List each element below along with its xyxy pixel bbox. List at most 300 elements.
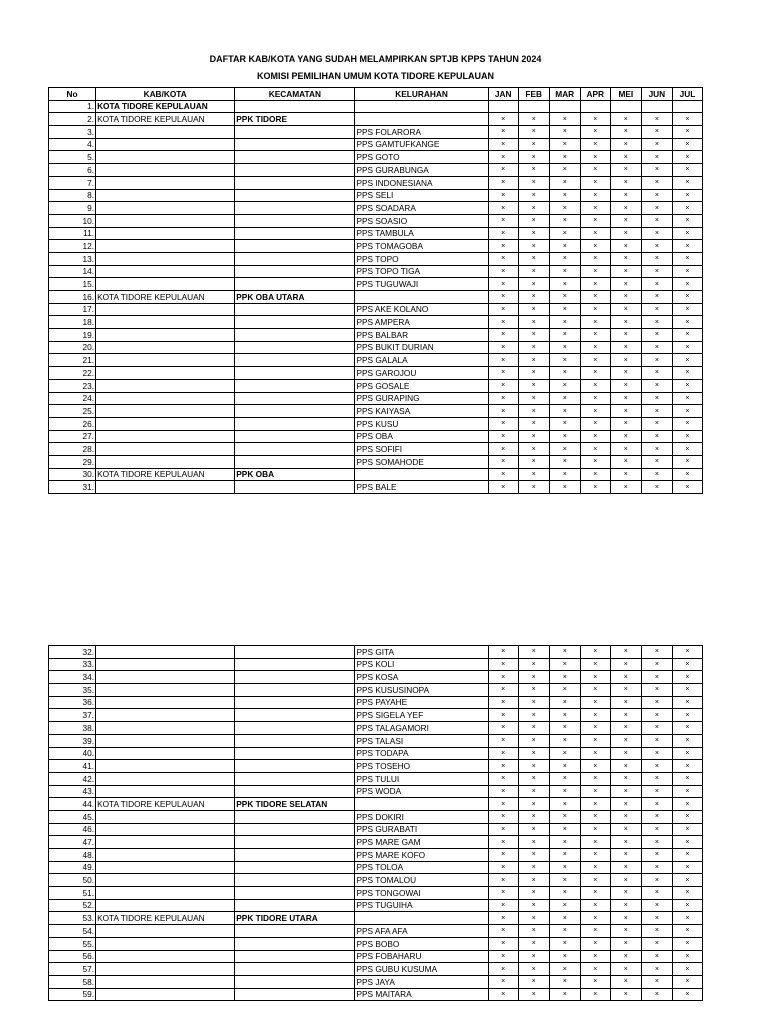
row-number: 54. [49, 925, 96, 938]
sptjb-table-page-1 [48, 87, 703, 494]
month-mark-cell: × [580, 963, 610, 976]
month-mark-cell: × [488, 113, 518, 126]
kecamatan-cell [235, 405, 355, 418]
kelurahan-cell: PPS TOLOA [355, 861, 488, 874]
kelurahan-cell: PPS AFA AFA [355, 925, 488, 938]
month-mark-cell: × [488, 455, 518, 468]
kab-kota-cell [96, 760, 235, 773]
month-mark-cell: × [549, 722, 580, 735]
row-number: 35. [49, 684, 96, 697]
header-no: No [49, 88, 96, 101]
month-mark-cell: × [672, 810, 702, 823]
row-number: 19. [49, 329, 96, 342]
month-mark-cell: × [488, 874, 518, 887]
kecamatan-cell [235, 874, 355, 887]
month-mark-cell: × [672, 696, 702, 709]
row-number: 13. [49, 252, 96, 265]
month-mark-cell: × [580, 887, 610, 900]
table-row [49, 772, 703, 785]
kecamatan-cell [235, 823, 355, 836]
month-mark-cell: × [672, 658, 702, 671]
month-mark-cell: × [549, 164, 580, 177]
month-mark-cell: × [672, 265, 702, 278]
month-mark-cell: × [641, 189, 672, 202]
month-mark-cell: × [580, 772, 610, 785]
kab-kota-cell [96, 937, 235, 950]
month-mark-cell: × [488, 481, 518, 494]
month-mark-cell: × [580, 912, 610, 925]
month-mark-cell: × [549, 734, 580, 747]
month-mark-cell: × [518, 658, 549, 671]
month-mark-cell: × [610, 455, 641, 468]
row-number: 28. [49, 443, 96, 456]
month-mark-cell: × [610, 392, 641, 405]
kelurahan-cell: PPS MAITARA [355, 988, 488, 1001]
month-mark-cell: × [488, 417, 518, 430]
month-mark-cell: × [672, 950, 702, 963]
kelurahan-cell: PPS MARE GAM [355, 836, 488, 849]
header-mar: MAR [549, 88, 580, 101]
month-mark-cell: × [580, 950, 610, 963]
kelurahan-cell: PPS BALBAR [355, 329, 488, 342]
kelurahan-cell: PPS KAIYASA [355, 405, 488, 418]
month-mark-cell: × [580, 354, 610, 367]
table-row [49, 278, 703, 291]
month-mark-cell: × [580, 405, 610, 418]
kecamatan-cell [235, 100, 355, 113]
month-mark-cell: × [672, 417, 702, 430]
month-mark-cell: × [518, 138, 549, 151]
row-number: 48. [49, 849, 96, 862]
month-mark-cell: × [518, 899, 549, 912]
month-mark-cell: × [672, 329, 702, 342]
month-mark-cell: × [580, 240, 610, 253]
kecamatan-cell [235, 367, 355, 380]
kecamatan-cell [235, 709, 355, 722]
kab-kota-cell: KOTA TIDORE KEPULAUAN [96, 468, 235, 481]
kab-kota-cell [96, 367, 235, 380]
month-mark-cell: × [549, 126, 580, 139]
row-number: 56. [49, 950, 96, 963]
month-mark-cell: × [610, 481, 641, 494]
month-mark-cell: × [580, 899, 610, 912]
month-mark-cell: × [488, 202, 518, 215]
table-row [49, 455, 703, 468]
month-mark-cell: × [518, 303, 549, 316]
month-mark-cell: × [518, 481, 549, 494]
month-mark-cell: × [518, 227, 549, 240]
month-mark-cell: × [518, 887, 549, 900]
month-mark-cell: × [672, 252, 702, 265]
month-mark-cell: × [488, 950, 518, 963]
month-mark-cell: × [610, 443, 641, 456]
month-mark-cell: × [488, 887, 518, 900]
month-mark-cell: × [610, 303, 641, 316]
kecamatan-cell: PPK TIDORE [235, 113, 355, 126]
month-mark-cell: × [488, 189, 518, 202]
kelurahan-cell: PPS GALALA [355, 354, 488, 367]
month-mark-cell: × [488, 747, 518, 760]
month-mark-cell: × [549, 988, 580, 1001]
table-row [49, 151, 703, 164]
month-mark-cell: × [610, 164, 641, 177]
month-mark-cell: × [641, 798, 672, 811]
month-mark-cell: × [672, 367, 702, 380]
table-row [49, 975, 703, 988]
month-mark-cell [518, 100, 549, 113]
month-mark-cell: × [518, 849, 549, 862]
month-mark-cell: × [518, 734, 549, 747]
kelurahan-cell: PPS SELI [355, 189, 488, 202]
kecamatan-cell [235, 963, 355, 976]
month-mark-cell: × [641, 823, 672, 836]
table-row [49, 937, 703, 950]
kab-kota-cell [96, 836, 235, 849]
month-mark-cell: × [518, 760, 549, 773]
table-row [49, 709, 703, 722]
kelurahan-cell: PPS TUGUIHA [355, 899, 488, 912]
month-mark-cell: × [610, 810, 641, 823]
table-row [49, 214, 703, 227]
month-mark-cell: × [672, 164, 702, 177]
kecamatan-cell [235, 176, 355, 189]
kab-kota-cell [96, 988, 235, 1001]
month-mark-cell [580, 100, 610, 113]
month-mark-cell: × [549, 874, 580, 887]
kelurahan-cell: PPS BOBO [355, 937, 488, 950]
table-row [49, 100, 703, 113]
row-number: 18. [49, 316, 96, 329]
table-row [49, 392, 703, 405]
kelurahan-cell: PPS PAYAHE [355, 696, 488, 709]
kab-kota-cell [96, 671, 235, 684]
month-mark-cell: × [641, 430, 672, 443]
month-mark-cell: × [580, 658, 610, 671]
month-mark-cell: × [518, 975, 549, 988]
table-row [49, 823, 703, 836]
month-mark-cell: × [672, 785, 702, 798]
month-mark-cell: × [488, 988, 518, 1001]
month-mark-cell: × [641, 455, 672, 468]
month-mark-cell: × [488, 912, 518, 925]
month-mark-cell: × [641, 443, 672, 456]
kelurahan-cell [355, 291, 488, 304]
kab-kota-cell [96, 392, 235, 405]
kecamatan-cell [235, 899, 355, 912]
month-mark-cell: × [549, 291, 580, 304]
table-row [49, 265, 703, 278]
row-number: 32. [49, 646, 96, 659]
kecamatan-cell [235, 772, 355, 785]
month-mark-cell: × [488, 823, 518, 836]
row-number: 31. [49, 481, 96, 494]
row-number: 43. [49, 785, 96, 798]
month-mark-cell: × [672, 722, 702, 735]
month-mark-cell: × [518, 468, 549, 481]
month-mark-cell: × [549, 202, 580, 215]
month-mark-cell: × [549, 481, 580, 494]
kelurahan-cell: PPS GURABUNGA [355, 164, 488, 177]
month-mark-cell: × [672, 481, 702, 494]
kab-kota-cell [96, 189, 235, 202]
month-mark-cell: × [488, 214, 518, 227]
month-mark-cell: × [641, 696, 672, 709]
month-mark-cell: × [610, 468, 641, 481]
month-mark-cell: × [518, 329, 549, 342]
month-mark-cell: × [549, 747, 580, 760]
row-number: 44. [49, 798, 96, 811]
table-row [49, 252, 703, 265]
month-mark-cell: × [488, 291, 518, 304]
month-mark-cell: × [518, 214, 549, 227]
month-mark-cell: × [610, 265, 641, 278]
month-mark-cell: × [610, 912, 641, 925]
month-mark-cell: × [641, 176, 672, 189]
kecamatan-cell: PPK OBA [235, 468, 355, 481]
month-mark-cell: × [488, 798, 518, 811]
month-mark-cell: × [488, 354, 518, 367]
month-mark-cell: × [488, 658, 518, 671]
kecamatan-cell [235, 760, 355, 773]
row-number: 57. [49, 963, 96, 976]
month-mark-cell: × [672, 823, 702, 836]
kecamatan-cell [235, 151, 355, 164]
kelurahan-cell: PPS SOASIO [355, 214, 488, 227]
month-mark-cell: × [549, 937, 580, 950]
month-mark-cell: × [518, 278, 549, 291]
month-mark-cell: × [488, 785, 518, 798]
table-row [49, 379, 703, 392]
table-row [49, 861, 703, 874]
month-mark-cell: × [518, 176, 549, 189]
month-mark-cell: × [549, 113, 580, 126]
month-mark-cell: × [580, 975, 610, 988]
month-mark-cell: × [518, 405, 549, 418]
month-mark-cell: × [488, 810, 518, 823]
month-mark-cell: × [672, 836, 702, 849]
month-mark-cell: × [641, 405, 672, 418]
month-mark-cell: × [641, 138, 672, 151]
table-row [49, 354, 703, 367]
month-mark-cell: × [488, 849, 518, 862]
month-mark-cell: × [610, 798, 641, 811]
table-row [49, 912, 703, 925]
month-mark-cell: × [641, 341, 672, 354]
month-mark-cell: × [518, 367, 549, 380]
month-mark-cell: × [641, 722, 672, 735]
month-mark-cell: × [610, 975, 641, 988]
month-mark-cell: × [518, 925, 549, 938]
kab-kota-cell [96, 747, 235, 760]
month-mark-cell: × [488, 303, 518, 316]
month-mark-cell: × [549, 709, 580, 722]
month-mark-cell: × [518, 354, 549, 367]
kelurahan-cell: PPS GURABATI [355, 823, 488, 836]
month-mark-cell: × [641, 671, 672, 684]
month-mark-cell: × [672, 899, 702, 912]
kecamatan-cell [235, 240, 355, 253]
month-mark-cell: × [580, 265, 610, 278]
month-mark-cell: × [641, 113, 672, 126]
kelurahan-cell: PPS KOSA [355, 671, 488, 684]
row-number: 25. [49, 405, 96, 418]
month-mark-cell: × [549, 912, 580, 925]
month-mark-cell: × [610, 899, 641, 912]
kab-kota-cell [96, 887, 235, 900]
month-mark-cell: × [610, 214, 641, 227]
month-mark-cell: × [610, 126, 641, 139]
kelurahan-cell: PPS TULUI [355, 772, 488, 785]
month-mark-cell: × [672, 341, 702, 354]
month-mark-cell: × [488, 227, 518, 240]
kecamatan-cell [235, 722, 355, 735]
month-mark-cell: × [549, 684, 580, 697]
month-mark-cell: × [518, 113, 549, 126]
header-jul: JUL [672, 88, 702, 101]
month-mark-cell: × [488, 899, 518, 912]
month-mark-cell: × [518, 912, 549, 925]
month-mark-cell: × [488, 265, 518, 278]
header-kecamatan: KECAMATAN [235, 88, 355, 101]
month-mark-cell: × [672, 126, 702, 139]
row-number: 45. [49, 810, 96, 823]
kecamatan-cell [235, 937, 355, 950]
row-number: 26. [49, 417, 96, 430]
table-row [49, 417, 703, 430]
table-row [49, 696, 703, 709]
kelurahan-cell: PPS SIGELA YEF [355, 709, 488, 722]
month-mark-cell: × [641, 329, 672, 342]
month-mark-cell: × [518, 963, 549, 976]
month-mark-cell: × [580, 468, 610, 481]
month-mark-cell: × [488, 367, 518, 380]
month-mark-cell: × [549, 430, 580, 443]
kecamatan-cell [235, 316, 355, 329]
month-mark-cell: × [672, 151, 702, 164]
kab-kota-cell [96, 252, 235, 265]
month-mark-cell: × [549, 392, 580, 405]
table-row [49, 747, 703, 760]
month-mark-cell: × [672, 176, 702, 189]
kelurahan-cell: PPS BALE [355, 481, 488, 494]
table-row [49, 468, 703, 481]
month-mark-cell: × [580, 227, 610, 240]
month-mark-cell: × [641, 849, 672, 862]
month-mark-cell: × [672, 760, 702, 773]
kab-kota-cell [96, 151, 235, 164]
month-mark-cell: × [549, 950, 580, 963]
month-mark-cell: × [549, 151, 580, 164]
month-mark-cell: × [610, 696, 641, 709]
month-mark-cell [672, 100, 702, 113]
month-mark-cell: × [580, 392, 610, 405]
month-mark-cell: × [672, 798, 702, 811]
month-mark-cell: × [672, 455, 702, 468]
kab-kota-cell [96, 785, 235, 798]
month-mark-cell: × [488, 392, 518, 405]
month-mark-cell: × [610, 709, 641, 722]
month-mark-cell: × [610, 341, 641, 354]
month-mark-cell: × [549, 367, 580, 380]
kecamatan-cell [235, 227, 355, 240]
month-mark-cell: × [672, 963, 702, 976]
month-mark-cell: × [488, 468, 518, 481]
row-number: 22. [49, 367, 96, 380]
kelurahan-cell [355, 798, 488, 811]
kecamatan-cell [235, 252, 355, 265]
table-row [49, 785, 703, 798]
kab-kota-cell [96, 722, 235, 735]
month-mark-cell: × [672, 988, 702, 1001]
month-mark-cell: × [672, 430, 702, 443]
month-mark-cell: × [488, 329, 518, 342]
month-mark-cell: × [641, 126, 672, 139]
month-mark-cell: × [518, 696, 549, 709]
month-mark-cell: × [580, 291, 610, 304]
month-mark-cell: × [580, 747, 610, 760]
table-row [49, 164, 703, 177]
month-mark-cell: × [610, 202, 641, 215]
month-mark-cell: × [518, 189, 549, 202]
kecamatan-cell [235, 430, 355, 443]
month-mark-cell: × [518, 709, 549, 722]
table-row [49, 481, 703, 494]
month-mark-cell: × [549, 214, 580, 227]
document-subtitle: KOMISI PEMILIHAN UMUM KOTA TIDORE KEPULAUAN [257, 71, 494, 81]
kecamatan-cell [235, 341, 355, 354]
table-row [49, 798, 703, 811]
kab-kota-cell [96, 303, 235, 316]
table-row [49, 734, 703, 747]
month-mark-cell: × [672, 392, 702, 405]
header-mei: MEI [610, 88, 641, 101]
kelurahan-cell: PPS TODAPA [355, 747, 488, 760]
table-row [49, 810, 703, 823]
kab-kota-cell [96, 861, 235, 874]
kecamatan-cell [235, 265, 355, 278]
month-mark-cell: × [610, 937, 641, 950]
kab-kota-cell [96, 696, 235, 709]
month-mark-cell: × [518, 316, 549, 329]
month-mark-cell: × [488, 646, 518, 659]
table-row [49, 925, 703, 938]
table-row [49, 950, 703, 963]
month-mark-cell: × [488, 379, 518, 392]
kecamatan-cell: PPK TIDORE UTARA [235, 912, 355, 925]
kecamatan-cell [235, 443, 355, 456]
kab-kota-cell [96, 329, 235, 342]
month-mark-cell: × [549, 836, 580, 849]
kab-kota-cell [96, 176, 235, 189]
row-number: 1. [49, 100, 96, 113]
kab-kota-cell [96, 227, 235, 240]
kelurahan-cell: PPS GOTO [355, 151, 488, 164]
table-row [49, 341, 703, 354]
month-mark-cell: × [580, 316, 610, 329]
month-mark-cell: × [610, 278, 641, 291]
month-mark-cell: × [488, 138, 518, 151]
month-mark-cell [488, 100, 518, 113]
table-row [49, 722, 703, 735]
month-mark-cell: × [641, 278, 672, 291]
row-number: 3. [49, 126, 96, 139]
kelurahan-cell: PPS SOADARA [355, 202, 488, 215]
kecamatan-cell [235, 417, 355, 430]
month-mark-cell: × [518, 151, 549, 164]
kab-kota-cell [96, 772, 235, 785]
kelurahan-cell: PPS GAROJOU [355, 367, 488, 380]
month-mark-cell: × [610, 329, 641, 342]
